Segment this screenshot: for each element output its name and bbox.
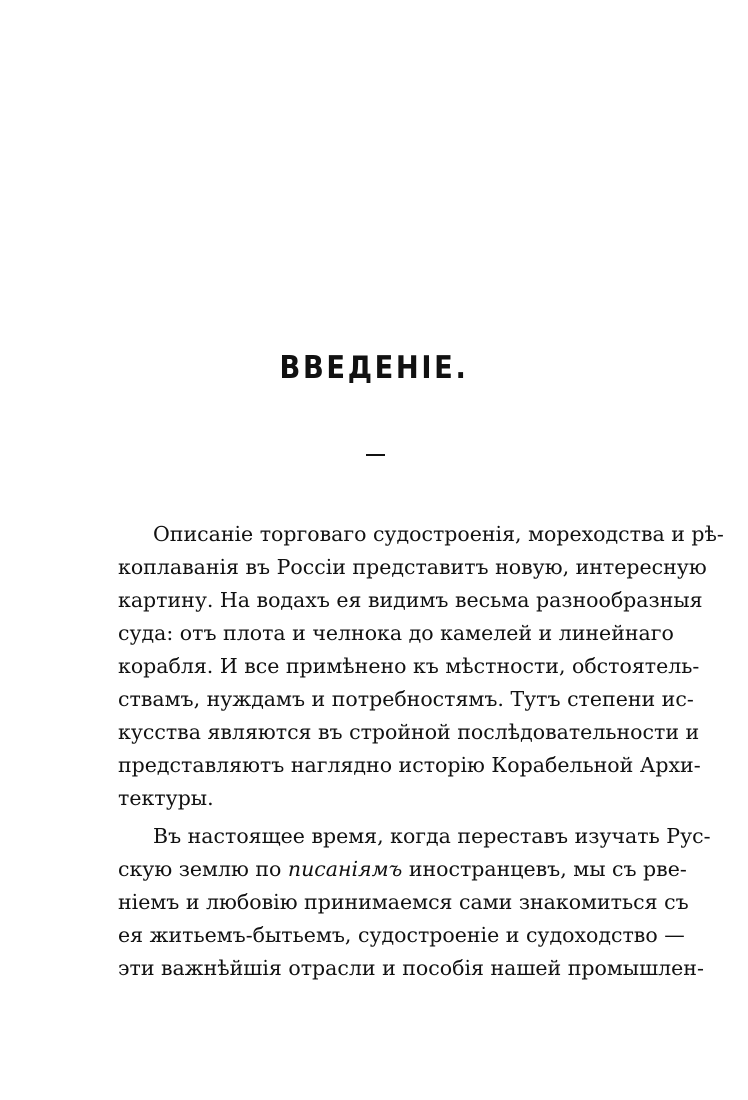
paragraph2-line-2 — [118, 853, 687, 886]
chapter-heading: ВВЕДЕНІЕ. — [279, 350, 469, 386]
paragraph1-line-4: суда: отъ плота и челнока до камелей и линейнаго — [118, 621, 674, 645]
paragraph1-line-2: коплаванія въ Россіи представитъ новую, интересную — [118, 555, 707, 579]
paragraph1-line-7: кусства являются въ стройной послѣдовательности и — [118, 720, 700, 744]
paragraph1-line-1: Описаніе торговаго судостроенія, мореходства и рѣ- — [153, 522, 724, 546]
paragraph2-line-1: Въ настоящее время, когда переставъ изучать Рус- — [153, 824, 711, 848]
paragraph2-line-5: эти важнѣйшія отрасли и пособія нашей промышлен- — [118, 956, 704, 980]
paragraph1-line-6: ствамъ, нуждамъ и потребностямъ. Тутъ степени ис- — [118, 687, 694, 711]
paragraph1-line-5: корабля. И все примѣнено къ мѣстности, обстоятель- — [118, 654, 700, 678]
paragraph1-line-9: тектуры. — [118, 786, 214, 810]
paragraph1-line-8: представляютъ наглядно исторію Корабельной Архи- — [118, 753, 701, 777]
paragraph1-line-3: картину. На водахъ ея видимъ весьма разнообразныя — [118, 588, 703, 612]
paragraph2-italic-word: писаніямъ — [287, 857, 403, 881]
heading-rule — [366, 454, 385, 456]
paragraph2-line-2-start: скую землю по — [118, 857, 288, 881]
paragraph2-line-3: ніемъ и любовію принимаемся сами знакомиться съ — [118, 890, 689, 914]
paragraph2-line-4: ея житьемъ-бытьемъ, судостроеніе и судоходство — — [118, 923, 685, 947]
paragraph2-line-2-end: иностранцевъ, мы съ рве- — [402, 857, 687, 881]
